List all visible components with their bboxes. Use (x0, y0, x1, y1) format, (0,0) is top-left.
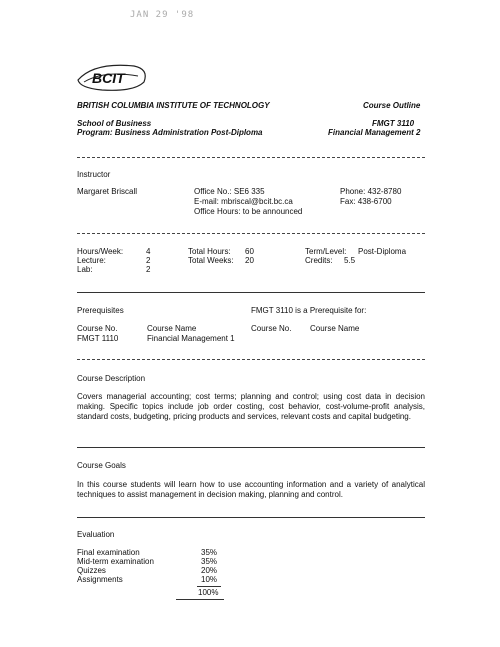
hours-week-label: Hours/Week: (77, 247, 124, 256)
instructor-fax: Fax: 438-6700 (340, 197, 392, 206)
prereq-course-name: Financial Management 1 (147, 334, 235, 343)
instructor-email: E-mail: mbriscal@bcit.bc.ca (194, 197, 293, 206)
eval-label-final: Final examination (77, 548, 140, 557)
lab-label: Lab: (77, 265, 93, 274)
bcit-logo (74, 60, 152, 94)
description-text: Covers managerial accounting; cost terms; planning and control; using cost data in decision making. Specific topics include job order costing, cost behavior, cost-volume-profit analysis, standard costs, budgeting, pricing products and services, relevant costs and capital budgeting. (77, 392, 425, 421)
prereq-col-course-no: Course No. (77, 324, 118, 333)
total-weeks-label: Total Weeks: (188, 256, 234, 265)
credits-label: Credits: (305, 256, 333, 265)
prereq-for-col-course-no: Course No. (251, 324, 292, 333)
credits-value: 5.5 (344, 256, 356, 265)
description-heading: Course Description (77, 374, 146, 383)
divider (77, 233, 425, 234)
prereq-for-col-course-name: Course Name (310, 324, 360, 333)
school-name: School of Business (77, 119, 152, 128)
svg-text:BCIT: BCIT (92, 70, 125, 86)
prerequisites-heading: Prerequisites (77, 306, 124, 315)
hours-week-value: 4 (146, 247, 151, 256)
program-name: Program: Business Administration Post-Diploma (77, 128, 263, 137)
eval-value-midterm: 35% (201, 557, 218, 566)
prereq-col-course-name: Course Name (147, 324, 197, 333)
total-underline (197, 586, 221, 587)
eval-total: 100% (198, 588, 219, 597)
instructor-phone: Phone: 432-8780 (340, 187, 402, 196)
divider (77, 517, 425, 518)
institution-name: BRITISH COLUMBIA INSTITUTE OF TECHNOLOGY (77, 101, 270, 110)
total-hours-label: Total Hours: (188, 247, 231, 256)
lecture-label: Lecture: (77, 256, 106, 265)
course-name: Financial Management 2 (328, 128, 421, 137)
office-number: Office No.: SE6 335 (194, 187, 265, 196)
instructor-name: Margaret Briscall (77, 187, 138, 196)
eval-label-quizzes: Quizzes (77, 566, 106, 575)
eval-value-final: 35% (201, 548, 218, 557)
lab-value: 2 (146, 265, 151, 274)
office-hours: Office Hours: to be announced (194, 207, 303, 216)
term-label: Term/Level: (305, 247, 347, 256)
goals-text: In this course students will learn how to use accounting information and a variety of analytical techniques to assist management in decision making, planning and control. (77, 480, 425, 499)
eval-value-assignments: 10% (201, 575, 218, 584)
lecture-value: 2 (146, 256, 151, 265)
total-weeks-value: 20 (245, 256, 254, 265)
divider (77, 447, 425, 448)
total-hours-value: 60 (245, 247, 254, 256)
total-double-underline (176, 599, 224, 600)
eval-label-midterm: Mid-term examination (77, 557, 154, 566)
date-stamp: JAN 29 '98 (130, 10, 195, 20)
divider (77, 157, 425, 158)
eval-value-quizzes: 20% (201, 566, 218, 575)
instructor-heading: Instructor (77, 170, 111, 179)
prereq-course-no: FMGT 1110 (77, 334, 119, 343)
document-type: Course Outline (363, 101, 421, 110)
goals-heading: Course Goals (77, 461, 126, 470)
course-code: FMGT 3110 (372, 119, 415, 128)
prerequisite-for-heading: FMGT 3110 is a Prerequisite for: (251, 306, 367, 315)
term-value: Post-Diploma (358, 247, 407, 256)
divider (77, 292, 425, 293)
divider (77, 359, 425, 360)
eval-label-assignments: Assignments (77, 575, 123, 584)
evaluation-heading: Evaluation (77, 530, 115, 539)
